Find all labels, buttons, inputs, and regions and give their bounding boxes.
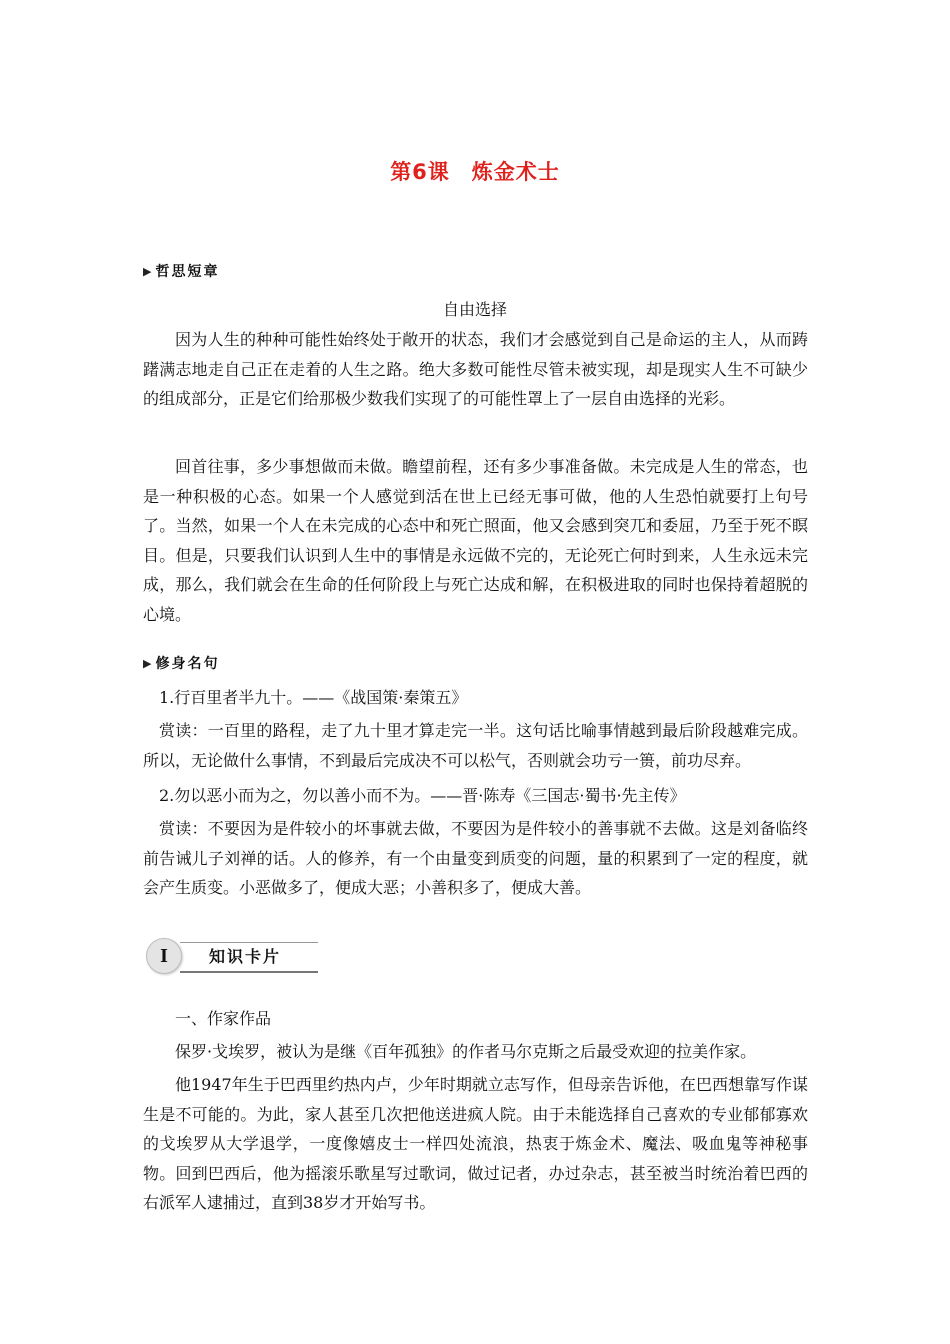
- knowledge-card-header: [143, 938, 318, 974]
- roman-numeral-badge: I: [146, 938, 182, 974]
- knowledge-card-label: 知识卡片: [209, 947, 282, 966]
- subheading: 一、作家作品: [175, 1009, 272, 1028]
- section-heading-quotes: [143, 653, 219, 673]
- section-heading-philosophy: [143, 261, 219, 281]
- divider: [180, 971, 318, 973]
- paragraph: 回首往事，多少事想做而未做。瞻望前程，还有多少事准备做。未完成是人生的常态，也是一种积极的心态。如果一个人感觉到活在世上已经无事可做，他的人生恐怕就要打上句号了。当然，如果一个人在未完成的心态中和死亡照面，他又会感到突兀和委屈，乃至于死不瞑目。但是，只要我们认识到人生中的事情是永远做不完的，无论死亡何时到来，人生永远未完成，那么，我们就会在生命的任何阶段上与死亡达成和解，在积极进取的同时也保持着超脱的心境。: [143, 457, 808, 624]
- paragraph: 因为人生的种种可能性始终处于敞开的状态，我们才会感觉到自己是命运的主人，从而踌躇满志地走自己正在走着的人生之路。绝大多数可能性尽管未被实现，却是现实人生不可缺少的组成部分，正是它们给那极少数我们实现了的可能性罩上了一层自由选择的光彩。: [143, 330, 808, 409]
- section-heading-text: 哲思短章: [155, 264, 220, 280]
- section-heading-text: 修身名句: [155, 656, 220, 672]
- article-title: 自由选择: [442, 300, 507, 319]
- triangle-bullet-icon: ▶: [143, 656, 152, 670]
- quote-line: 2.勿以恶小而为之，勿以善小而不为。——晋·陈寿《三国志·蜀书·先主传》: [159, 786, 686, 805]
- quote-commentary: 赏读：一百里的路程，走了九十里才算走完一半。这句话比喻事情越到最后阶段越难完成。所以，无论做什么事情，不到最后完成决不可以松气，否则就会功亏一篑，前功尽弃。: [143, 721, 808, 770]
- triangle-bullet-icon: ▶: [143, 264, 152, 278]
- page-title: 第6课 炼金术士: [390, 160, 560, 184]
- paragraph: 保罗·戈埃罗，被认为是继《百年孤独》的作者马尔克斯之后最受欢迎的拉美作家。: [175, 1042, 757, 1061]
- paragraph: 他1947年生于巴西里约热内卢，少年时期就立志写作，但母亲告诉他，在巴西想靠写作谋生是不可能的。为此，家人甚至几次把他送进疯人院。由于未能选择自己喜欢的专业郁郁寡欢的戈埃罗从大学退学，一度像嬉皮士一样四处流浪，热衷于炼金术、魔法、吸血鬼等神秘事物。回到巴西后，他为摇滚乐歌星写过歌词，做过记者，办过杂志，甚至被当时统治着巴西的右派军人逮捕过，直到38岁才开始写书。: [143, 1075, 808, 1213]
- quote-commentary: 赏读：不要因为是件较小的坏事就去做，不要因为是件较小的善事就不去做。这是刘备临终前告诫儿子刘禅的话。人的修养，有一个由量变到质变的问题，量的积累到了一定的程度，就会产生质变。小恶做多了，便成大恶；小善积多了，便成大善。: [143, 819, 808, 898]
- quote-line: 1.行百里者半九十。——《战国策·秦策五》: [159, 688, 468, 707]
- divider: [180, 942, 318, 943]
